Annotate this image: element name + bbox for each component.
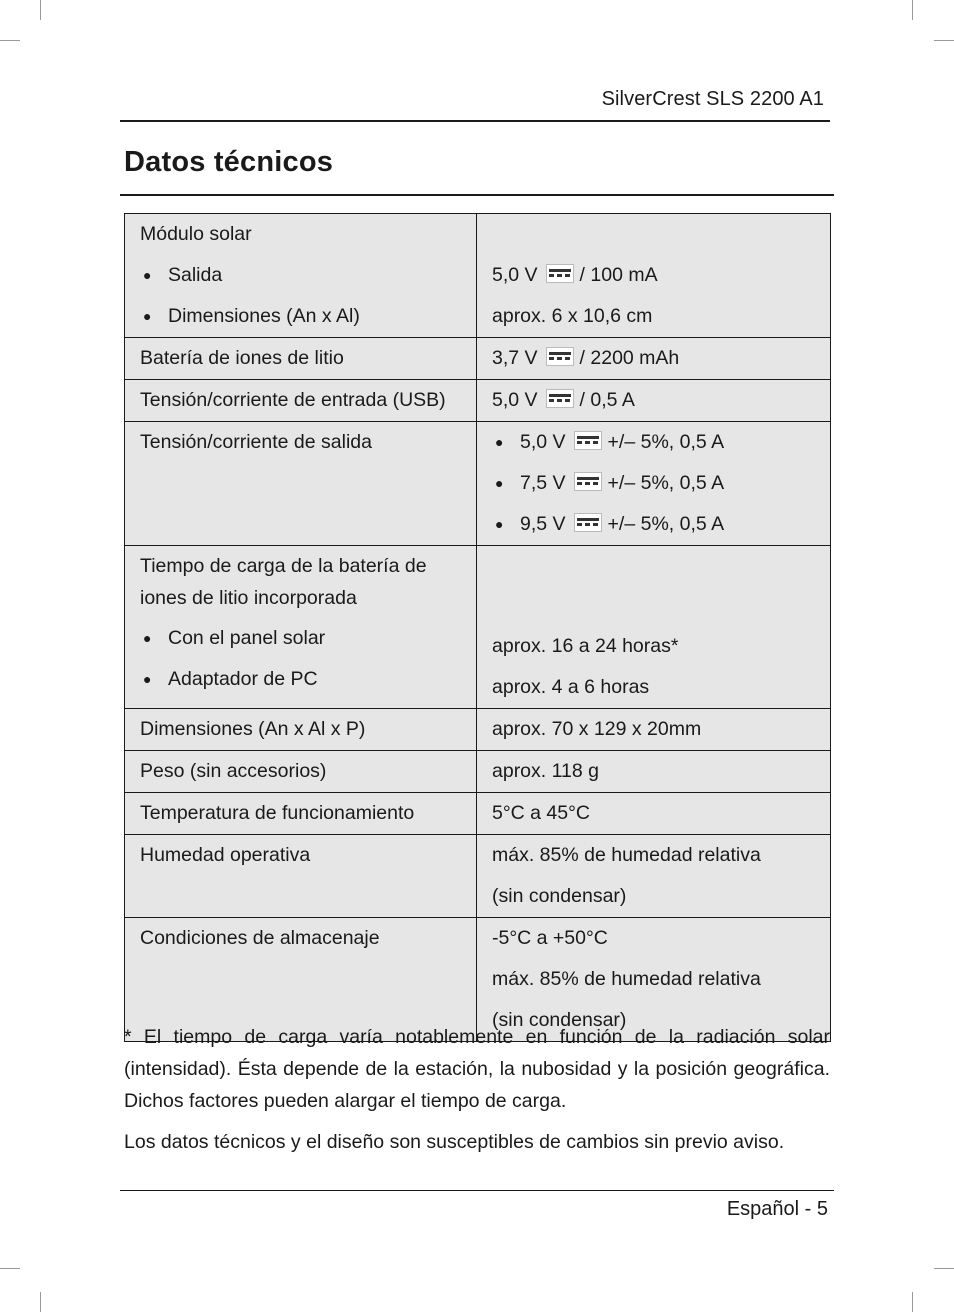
page-title: Datos técnicos (124, 146, 334, 178)
bullet-icon: ● (143, 267, 152, 283)
bullet-icon: ● (143, 671, 152, 687)
crop-mark (912, 1292, 913, 1312)
spec-value-cell: 3,7 V / 2200 mAh (477, 338, 831, 380)
table-row (125, 751, 831, 793)
spec-label-cell: Condiciones de almacenaje (125, 918, 477, 1042)
spec-label-cell: Batería de iones de litio (125, 338, 477, 380)
spec-value-cell (477, 214, 831, 338)
spec-sublabel: Dimensiones (An x Al) (168, 305, 360, 327)
spec-label-cell: Dimensiones (An x Al x P) (125, 709, 477, 751)
spec-value: aprox. 4 a 6 horas (492, 676, 650, 698)
spec-value: aprox. 6 x 10,6 cm (492, 305, 653, 327)
crop-mark (912, 0, 913, 20)
list-item: ● 5,0 V +/– 5%, 0,5 A (492, 422, 820, 463)
spec-value-cell (477, 835, 831, 918)
bullet-icon: ● (495, 475, 504, 491)
spec-label: Módulo solar (140, 223, 252, 245)
dc-symbol-icon (546, 347, 574, 366)
spec-label-cell: Humedad operativa (125, 835, 477, 918)
spec-value: máx. 85% de humedad relativa (492, 968, 761, 990)
table-row (125, 422, 831, 546)
title-divider (120, 194, 834, 196)
crop-mark (40, 0, 41, 20)
spec-value: 5,0 V / 100 mA (492, 264, 658, 286)
dc-symbol-icon (574, 431, 602, 450)
table-row (125, 214, 831, 338)
spec-value: (sin condensar) (492, 885, 627, 907)
list-item (140, 618, 466, 659)
crop-mark (0, 1268, 20, 1269)
spec-label-cell: Tensión/corriente de salida (125, 422, 477, 546)
spec-label-cell: Tensión/corriente de entrada (USB) (125, 380, 477, 422)
table-row (125, 709, 831, 751)
table-row (125, 380, 831, 422)
technical-data-table (124, 213, 831, 1042)
spec-sublabel: Con el panel solar (168, 627, 326, 649)
spec-label-cell: Peso (sin accesorios) (125, 751, 477, 793)
spec-value-cell (477, 546, 831, 709)
list-item (140, 296, 466, 337)
spec-value-cell: 5°C a 45°C (477, 793, 831, 835)
header-product-name: SilverCrest SLS 2200 A1 (601, 88, 824, 110)
crop-mark (934, 1268, 954, 1269)
dc-symbol-icon (546, 389, 574, 408)
spec-value-cell (477, 422, 831, 546)
table-row (125, 835, 831, 918)
dc-symbol-icon (546, 264, 574, 283)
disclaimer: Los datos técnicos y el diseño son susceptibles de cambios sin previo aviso. (124, 1131, 785, 1153)
spec-sublabel: Salida (168, 264, 223, 286)
spec-value-cell: 5,0 V / 0,5 A (477, 380, 831, 422)
footnote: * El tiempo de carga varía notablemente en función de la radiación solar (intensidad). Ésta depende de la estación, la nubosidad y la posición geográfica. Dichos factores pueden alargar el tiempo de carga. (124, 1026, 830, 1112)
spec-label-cell (125, 214, 477, 338)
spec-value: -5°C a +50°C (492, 927, 608, 949)
dc-symbol-icon (574, 472, 602, 491)
table-row (125, 793, 831, 835)
bullet-icon: ● (495, 434, 504, 450)
header-divider (120, 120, 830, 122)
spec-value-cell: aprox. 118 g (477, 751, 831, 793)
spec-value: (sin condensar) (492, 1009, 627, 1031)
spec-value: máx. 85% de humedad relativa (492, 844, 761, 866)
spec-label-cell: Temperatura de funcionamiento (125, 793, 477, 835)
table-row (125, 338, 831, 380)
page-number: Español - 5 (726, 1198, 828, 1220)
table-row (125, 546, 831, 709)
bullet-icon: ● (143, 308, 152, 324)
crop-mark (0, 40, 20, 41)
crop-mark (934, 40, 954, 41)
spec-label-cell (125, 546, 477, 709)
spec-sublabel: Adaptador de PC (168, 668, 318, 690)
bullet-icon: ● (495, 516, 504, 532)
list-item (140, 659, 466, 700)
list-item: ● 7,5 V +/– 5%, 0,5 A (492, 463, 820, 504)
crop-mark (40, 1292, 41, 1312)
spec-value: aprox. 16 a 24 horas* (492, 635, 679, 657)
spec-value-cell: aprox. 70 x 129 x 20mm (477, 709, 831, 751)
spec-label: Tiempo de carga de la batería de iones de litio incorporada (140, 555, 427, 609)
footer-divider (120, 1190, 834, 1191)
bullet-icon: ● (143, 630, 152, 646)
list-item (140, 255, 466, 296)
list-item: ● 9,5 V +/– 5%, 0,5 A (492, 504, 820, 545)
dc-symbol-icon (574, 513, 602, 532)
